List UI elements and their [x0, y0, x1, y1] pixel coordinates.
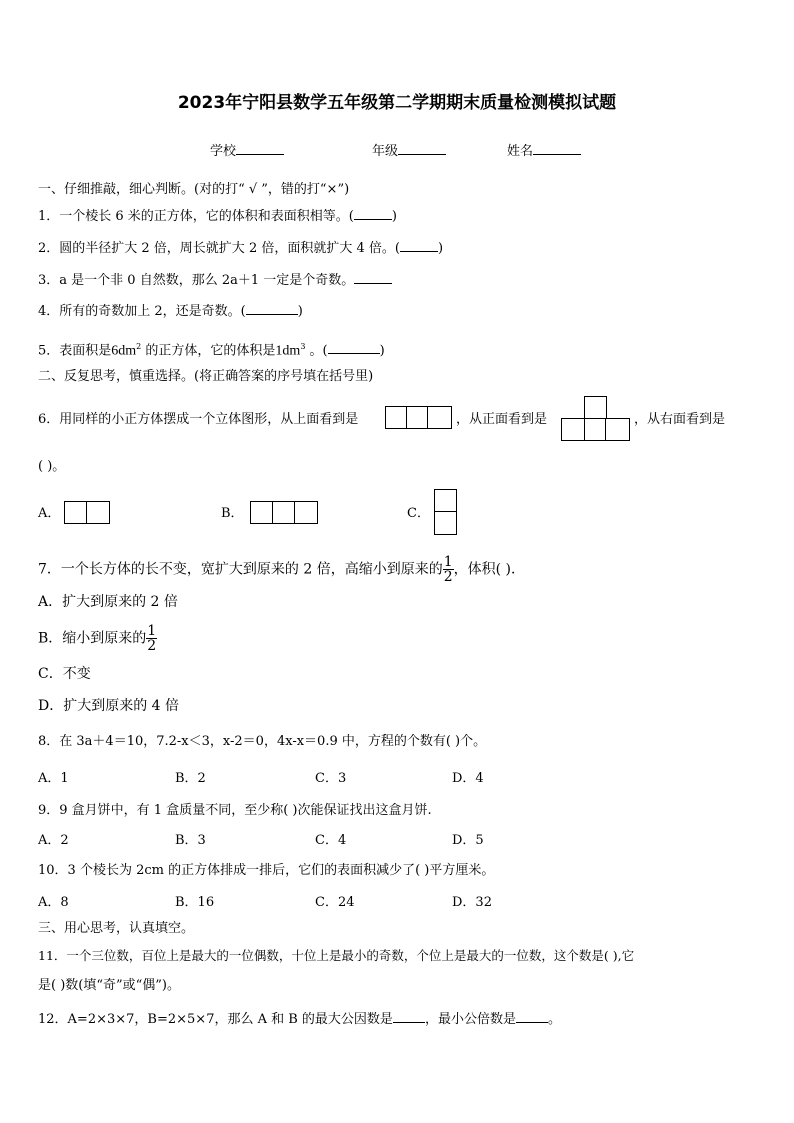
- question-6-text-c: ，从右面看到是: [634, 412, 726, 427]
- page-title: 2023年宁阳县数学五年级第二学期期末质量检测模拟试题: [177, 93, 617, 113]
- question-6-text-b: ，从正面看到是: [456, 412, 548, 427]
- question-8: 8．在 3a＋4＝10，7.2-x＜3，x-2＝0，4x-x＝0.9 中，方程的个数有( )个。: [38, 734, 487, 749]
- fraction-one-half-b: $\frac{1}{2}$: [147, 623, 157, 654]
- q10-option-c[interactable]: C．24: [315, 895, 355, 910]
- answer-blank-3[interactable]: [354, 271, 392, 284]
- answer-blank-2[interactable]: [400, 239, 438, 252]
- q6-option-b-label[interactable]: B．: [221, 506, 244, 521]
- q6-option-c-label[interactable]: C．: [407, 506, 430, 521]
- grade-blank[interactable]: [398, 142, 446, 155]
- answer-blank-4[interactable]: [246, 302, 298, 315]
- q6-option-a-cell-2: [86, 501, 110, 524]
- q10-option-b[interactable]: B．16: [175, 895, 215, 910]
- front-view-top-cell: [584, 396, 607, 419]
- q8-option-d[interactable]: D．4: [452, 771, 484, 786]
- q6-option-a-label[interactable]: A．: [38, 506, 61, 521]
- answer-blank-gcd[interactable]: [393, 1010, 425, 1023]
- name-field: [507, 140, 581, 159]
- q6-option-c-cell-1: [434, 489, 457, 513]
- top-view-cell-1: [385, 406, 408, 429]
- section3-heading: 三、用心思考，认真填空。: [38, 921, 195, 936]
- question-11-line-1: 11．一个三位数，百位上是最大的一位偶数，十位上是最小的奇数，个位上是最大的一位数，这个数是( ),它: [38, 948, 635, 963]
- q9-option-c[interactable]: C．4: [315, 833, 347, 848]
- question-7: 7．一个长方体的长不变，宽扩大到原来的 2 倍，高缩小到原来的 $\frac{1}{2}$ ，体积( )．: [38, 554, 526, 585]
- top-view-cell-2: [406, 406, 429, 429]
- question-2: 2．圆的半径扩大 2 倍，周长就扩大 2 倍，面积就扩大 4 倍。( ): [38, 241, 444, 256]
- question-5: 5．表面积是$6dm^2$ 的正方体，它的体积是$1dm^3$ 。( ): [38, 342, 385, 359]
- front-view-cell-3: [605, 418, 630, 441]
- q9-option-b[interactable]: B．3: [175, 833, 206, 848]
- question-9: 9．9 盒月饼中，有 1 盒质量不同，至少称( )次能保证找出这盒月饼.: [38, 803, 432, 818]
- question-6-paren: ( )。: [38, 459, 66, 474]
- answer-blank-1[interactable]: [354, 207, 392, 220]
- q7-option-a[interactable]: A．扩大到原来的 2 倍: [38, 594, 178, 610]
- school-blank[interactable]: [236, 142, 284, 155]
- grade-field: [372, 140, 446, 159]
- q9-option-a[interactable]: A．2: [38, 833, 69, 848]
- school-label: 学校: [210, 144, 237, 159]
- answer-blank-lcm[interactable]: [516, 1010, 548, 1023]
- name-blank[interactable]: [533, 142, 581, 155]
- question-3: 3．a 是一个非 0 自然数，那么 2a＋1 一定是个奇数。: [38, 271, 392, 290]
- q8-option-a[interactable]: A．1: [38, 771, 69, 786]
- q7-option-d[interactable]: D．扩大到原来的 4 倍: [38, 698, 180, 714]
- question-4: 4．所有的奇数加上 2，还是奇数。( ): [38, 304, 303, 319]
- front-view-cell-2: [584, 418, 607, 441]
- fraction-one-half: $\frac{1}{2}$: [443, 554, 453, 585]
- q6-option-a-cell-1: [64, 501, 88, 524]
- top-view-cell-3: [427, 406, 452, 429]
- answer-blank-5[interactable]: [328, 341, 380, 354]
- q6-option-b-cell-1: [250, 501, 274, 524]
- q10-option-a[interactable]: A．8: [38, 895, 69, 910]
- q9-option-d[interactable]: D．5: [452, 833, 484, 848]
- q10-option-d[interactable]: D．32: [452, 895, 492, 910]
- question-6-text-a: 6．用同样的小正方体摆成一个立体图形，从上面看到是: [38, 412, 359, 427]
- question-10: 10．3 个棱长为 2cm 的正方体排成一排后，它们的表面积减少了( )平方厘米。: [38, 863, 495, 878]
- question-12: 12．A=2×3×7，B=2×5×7，那么 A 和 B 的最大公因数是 ，最小公倍数是 。: [38, 1012, 561, 1027]
- grade-label: 年级: [372, 144, 399, 159]
- question-11-line-2: 是( )数(填“奇”或“偶”)。: [38, 978, 181, 993]
- section2-heading: 二、反复思考，慎重选择。(将正确答案的序号填在括号里): [38, 369, 374, 384]
- question-1: 1．一个棱长 6 米的正方体，它的体积和表面积相等。( ): [38, 209, 397, 224]
- q6-option-b-cell-3: [294, 501, 318, 524]
- section1-heading: 一、仔细推敲，细心判断。(对的打“ √ ”，错的打“×”): [38, 182, 350, 197]
- q7-option-b[interactable]: B．缩小到原来的 $\frac{1}{2}$: [38, 623, 157, 654]
- q6-option-b-cell-2: [272, 501, 296, 524]
- front-view-cell-1: [561, 418, 586, 441]
- name-label: 姓名: [507, 144, 534, 159]
- school-field: [210, 140, 284, 159]
- q8-option-c[interactable]: C．3: [315, 771, 347, 786]
- q8-option-b[interactable]: B．2: [175, 771, 206, 786]
- q6-option-c-cell-2: [434, 511, 457, 535]
- q7-option-c[interactable]: C．不变: [38, 666, 91, 682]
